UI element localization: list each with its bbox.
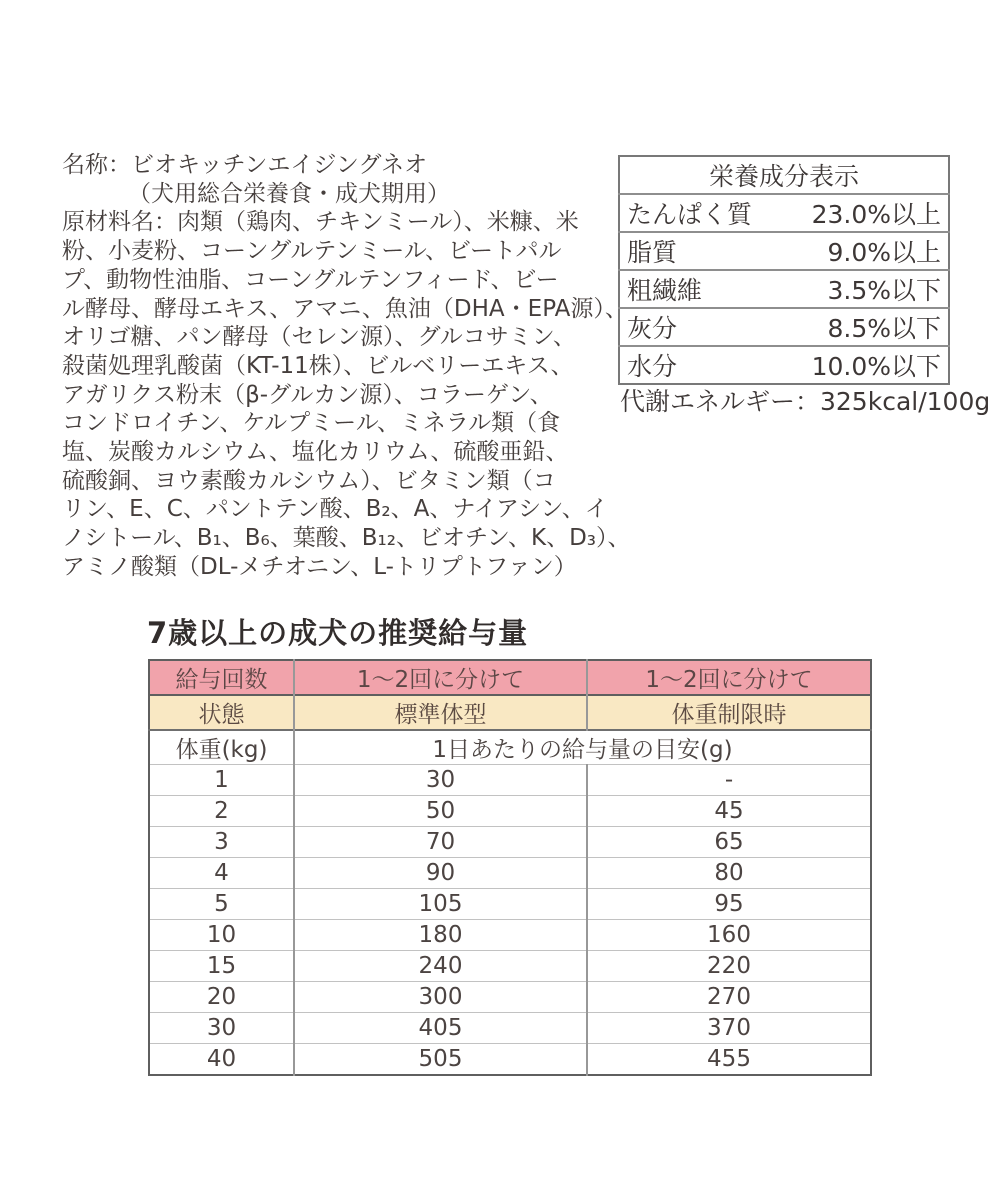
nutrient-value: 3.5%以下 xyxy=(784,270,949,308)
ingredients-line: プ、動物性油脂、コーングルテンフィード、ビー xyxy=(62,266,559,293)
standard-amount-cell: 105 xyxy=(294,889,587,920)
feeding-header-weight-row xyxy=(149,730,871,765)
nutrition-table-title: 栄養成分表示 xyxy=(708,162,859,191)
restricted-amount-cell: 160 xyxy=(587,920,871,951)
ingredients-line: コンドロイチン、ケルプミール、ミネラル類（食 xyxy=(62,410,561,437)
nutrition-table xyxy=(618,155,950,385)
ingredients-block xyxy=(62,151,631,582)
weight-cell: 4 xyxy=(149,858,294,889)
standard-amount-cell: 300 xyxy=(294,982,587,1013)
weight-cell: 5 xyxy=(149,889,294,920)
restricted-amount-cell: 45 xyxy=(587,796,871,827)
standard-amount-cell: 50 xyxy=(294,796,587,827)
product-type-line: （犬用総合栄養食・成犬期用） xyxy=(128,180,450,207)
restricted-amount-cell: 370 xyxy=(587,1013,871,1044)
weight-cell: 10 xyxy=(149,920,294,951)
nutrient-value: 23.0%以上 xyxy=(784,194,949,232)
ingredients-line: 原材料名：肉類（鶏肉、チキンミール）、米糠、米 xyxy=(62,209,579,236)
weight-cell: 30 xyxy=(149,1013,294,1044)
standard-amount-cell: 70 xyxy=(294,827,587,858)
ingredients-line: アガリクス粉末（β-グルカン源）、コラーゲン、 xyxy=(62,381,553,408)
feeding-row xyxy=(149,889,871,920)
state-restricted: 体重制限時 xyxy=(587,695,871,730)
feeding-row xyxy=(149,796,871,827)
feeding-row xyxy=(149,920,871,951)
ingredients-line: ノシトール、B₁、B₆、葉酸、B₁₂、ビオチン、K、D₃）、 xyxy=(62,525,631,552)
ingredients-line: 塩、炭酸カルシウム、塩化カリウム、硫酸亜鉛、 xyxy=(62,439,569,466)
state-standard: 標準体型 xyxy=(294,695,587,730)
nutrient-value: 8.5%以下 xyxy=(784,308,949,346)
ingredients-line: 殺菌処理乳酸菌（KT-11株）、ビルベリーエキス、 xyxy=(62,352,574,379)
standard-amount-cell: 405 xyxy=(294,1013,587,1044)
nutrient-label: 水分 xyxy=(619,346,784,384)
feeding-guide-table xyxy=(148,659,872,1076)
nutrient-value: 9.0%以上 xyxy=(784,232,949,270)
product-name-line: 名称：ビオキッチンエイジングネオ xyxy=(62,152,428,178)
nutrient-label: 灰分 xyxy=(619,308,784,346)
standard-amount-cell: 180 xyxy=(294,920,587,951)
feeding-row xyxy=(149,1044,871,1076)
weight-column-label: 体重(kg) xyxy=(149,730,294,765)
nutrient-label: 粗繊維 xyxy=(619,270,784,308)
frequency-label: 給与回数 xyxy=(149,660,294,695)
restricted-amount-cell: 220 xyxy=(587,951,871,982)
ingredients-line: ル酵母、酵母エキス、アマニ、魚油（DHA・EPA源）、 xyxy=(62,295,628,322)
feeding-row xyxy=(149,827,871,858)
feeding-row xyxy=(149,982,871,1013)
ingredients-line: オリゴ糖、パン酵母（セレン源）、グルコサミン、 xyxy=(62,324,576,351)
restricted-amount-cell: 95 xyxy=(587,889,871,920)
restricted-amount-cell: - xyxy=(587,765,871,796)
amount-column-label: 1日あたりの給与量の目安(g) xyxy=(294,730,871,765)
feeding-guide-title: 7歳以上の成犬の推奨給与量 xyxy=(147,616,529,650)
feeding-header-frequency-row xyxy=(149,660,871,695)
ingredients-line: リン、E、C、パントテン酸、B₂、A、ナイアシン、イ xyxy=(62,496,608,523)
ingredients-line: 硫酸銅、ヨウ素酸カルシウム）、ビタミン類（コ xyxy=(62,467,556,494)
weight-cell: 20 xyxy=(149,982,294,1013)
metabolic-energy-line: 代謝エネルギー：325kcal/100g xyxy=(620,387,991,416)
weight-cell: 2 xyxy=(149,796,294,827)
nutrition-facts-panel xyxy=(618,155,950,385)
restricted-amount-cell: 270 xyxy=(587,982,871,1013)
restricted-amount-cell: 455 xyxy=(587,1044,871,1076)
restricted-amount-cell: 80 xyxy=(587,858,871,889)
feeding-row xyxy=(149,1013,871,1044)
standard-amount-cell: 240 xyxy=(294,951,587,982)
weight-cell: 3 xyxy=(149,827,294,858)
standard-amount-cell: 505 xyxy=(294,1044,587,1076)
frequency-restricted: 1〜2回に分けて xyxy=(587,660,871,695)
feeding-row xyxy=(149,951,871,982)
restricted-amount-cell: 65 xyxy=(587,827,871,858)
feeding-row xyxy=(149,858,871,889)
nutrient-value: 10.0%以下 xyxy=(784,346,949,384)
weight-cell: 15 xyxy=(149,951,294,982)
feeding-row xyxy=(149,765,871,796)
feeding-header-state-row xyxy=(149,695,871,730)
ingredients-line: 粉、小麦粉、コーングルテンミール、ビートパル xyxy=(62,238,562,265)
standard-amount-cell: 90 xyxy=(294,858,587,889)
nutrient-label: 脂質 xyxy=(619,232,784,270)
frequency-standard: 1〜2回に分けて xyxy=(294,660,587,695)
weight-cell: 40 xyxy=(149,1044,294,1076)
state-label: 状態 xyxy=(149,695,294,730)
weight-cell: 1 xyxy=(149,765,294,796)
standard-amount-cell: 30 xyxy=(294,765,587,796)
nutrient-label: たんぱく質 xyxy=(619,194,784,232)
ingredients-line: アミノ酸類（DL-メチオニン、L-トリプトファン） xyxy=(62,553,577,580)
